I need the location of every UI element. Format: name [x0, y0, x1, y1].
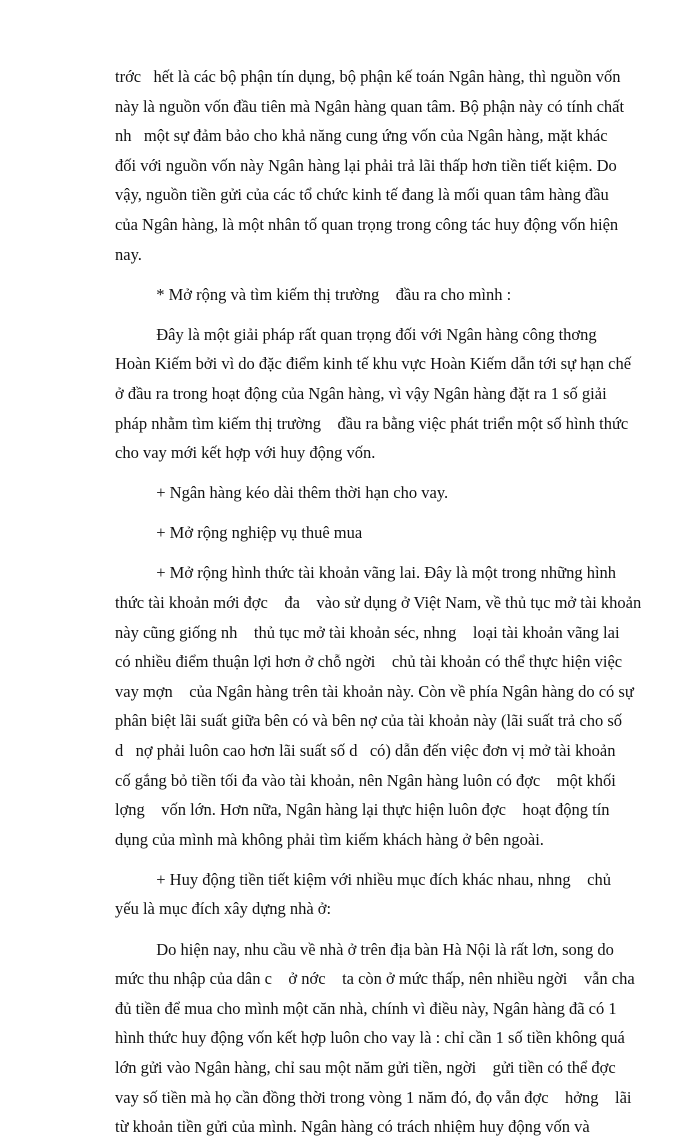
text-line: hình thức huy động vốn kết hợp luôn cho vay là : chỉ cần 1 số tiền không quá — [115, 1028, 625, 1048]
paragraph-gap — [115, 508, 595, 519]
text-line: * Mở rộng và tìm kiếm thị trường đầu ra cho mình : — [115, 284, 512, 304]
text-line: phân biệt lãi suất giữa bên có và bên nợ của tài khoản này (lãi suất trả cho số — [115, 711, 623, 731]
text-line: cho vay mới kết hợp với huy động vốn. — [115, 443, 376, 463]
text-line: mức thu nhập của dân c ở nớc ta còn ở mức thấp, nên nhiều ngời vẫn cha — [115, 969, 635, 989]
text-line: vay mợn của Ngân hàng trên tài khoản này. Còn về phía Ngân hàng do có sự — [115, 681, 634, 701]
text-line: từ khoản tiền gửi của mình. Ngân hàng có trách nhiệm huy động vốn và — [115, 1117, 590, 1137]
text-line: d nợ phải luôn cao hơn lãi suất số d có) dẫn đến việc đơn vị mở tài khoản — [115, 740, 616, 760]
text-line: + Ngân hàng kéo dài thêm thời hạn cho vay. — [115, 483, 449, 503]
text-line: Do hiện nay, nhu cầu về nhà ở trên địa bàn Hà Nội là rất lơn, song do — [115, 939, 614, 959]
text-line: dụng của mình mà không phải tìm kiếm khách hàng ở bên ngoài. — [115, 829, 544, 849]
text-line: nay. — [115, 244, 142, 264]
text-line: yếu là mục đích xây dựng nhà ở: — [115, 899, 332, 919]
text-line: đối với nguồn vốn này Ngân hàng lại phải trả lãi thấp hơn tiền tiết kiệm. Do — [115, 155, 617, 175]
text-line: của Ngân hàng, là một nhân tố quan trọng trong công tác huy động vốn hiện — [115, 214, 619, 234]
paragraph-gap — [115, 924, 595, 935]
paragraph-gap — [115, 548, 595, 559]
paragraph-gap — [115, 854, 595, 865]
text-line: này là nguồn vốn đầu tiên mà Ngân hàng quan tâm. Bộ phận này có tính chất — [115, 96, 625, 116]
text-line: có nhiều điểm thuận lợi hơn ở chỗ ngời chủ tài khoản có thể thực hiện việc — [115, 652, 623, 672]
text-line: + Huy động tiền tiết kiệm với nhiều mục đích khác nhau, nhng chủ — [115, 869, 611, 889]
text-line: ở đầu ra trong hoạt động của Ngân hàng, vì vậy Ngân hàng đặt ra 1 số giải — [115, 383, 607, 403]
text-line: cố gắng bỏ tiền tối đa vào tài khoản, nên Ngân hàng luôn có đợc một khối — [115, 770, 616, 790]
text-line: Hoàn Kiếm bởi vì do đặc điểm kinh tế khu vực Hoàn Kiếm dẫn tới sự hạn chế — [115, 354, 632, 374]
text-line: + Mở rộng hình thức tài khoản vãng lai. Đây là một trong những hình — [115, 563, 617, 583]
text-line: vậy, nguồn tiền gửi của các tổ chức kinh tế đang là mối quan tâm hàng đầu — [115, 185, 609, 205]
text-line: + Mở rộng nghiệp vụ thuê mua — [115, 523, 363, 543]
text-line: lợng vốn lớn. Hơn nữa, Ngân hàng lại thực hiện luôn đợc hoạt động tín — [115, 800, 610, 820]
paragraph-gap — [115, 468, 595, 479]
paragraph-gap — [115, 309, 595, 320]
body-text — [115, 62, 642, 1142]
text-line: vay số tiền mà họ cần đồng thời trong vòng 1 năm đó, đọ vẫn đợc hởng lãi — [115, 1087, 632, 1107]
text-line: này cũng giống nh thủ tục mở tài khoản séc, nhng loại tài khoản vãng lai — [115, 622, 620, 642]
text-line: lớn gửi vào Ngân hàng, chỉ sau một năm gửi tiền, ngời gửi tiền có thể đợc — [115, 1057, 616, 1077]
text-line: trớc hết là các bộ phận tín dụng, bộ phận kế toán Ngân hàng, thì nguồn vốn — [115, 67, 621, 86]
text-line: đủ tiền để mua cho mình một căn nhà, chính vì điều này, Ngân hàng đã có 1 — [115, 998, 617, 1018]
text-line: Đây là một giải pháp rất quan trọng đối với Ngân hàng công thơng — [115, 324, 597, 344]
text-line: nh một sự đảm bảo cho khả năng cung ứng vốn của Ngân hàng, mặt khác — [115, 126, 608, 146]
text-line: thức tài khoản mới đợc đa vào sử dụng ở Việt Nam, về thủ tục mở tài khoản — [115, 593, 642, 612]
paragraph-gap — [115, 269, 595, 280]
text-line: pháp nhằm tìm kiếm thị trường đầu ra bằng việc phát triển một số hình thức — [115, 413, 629, 433]
